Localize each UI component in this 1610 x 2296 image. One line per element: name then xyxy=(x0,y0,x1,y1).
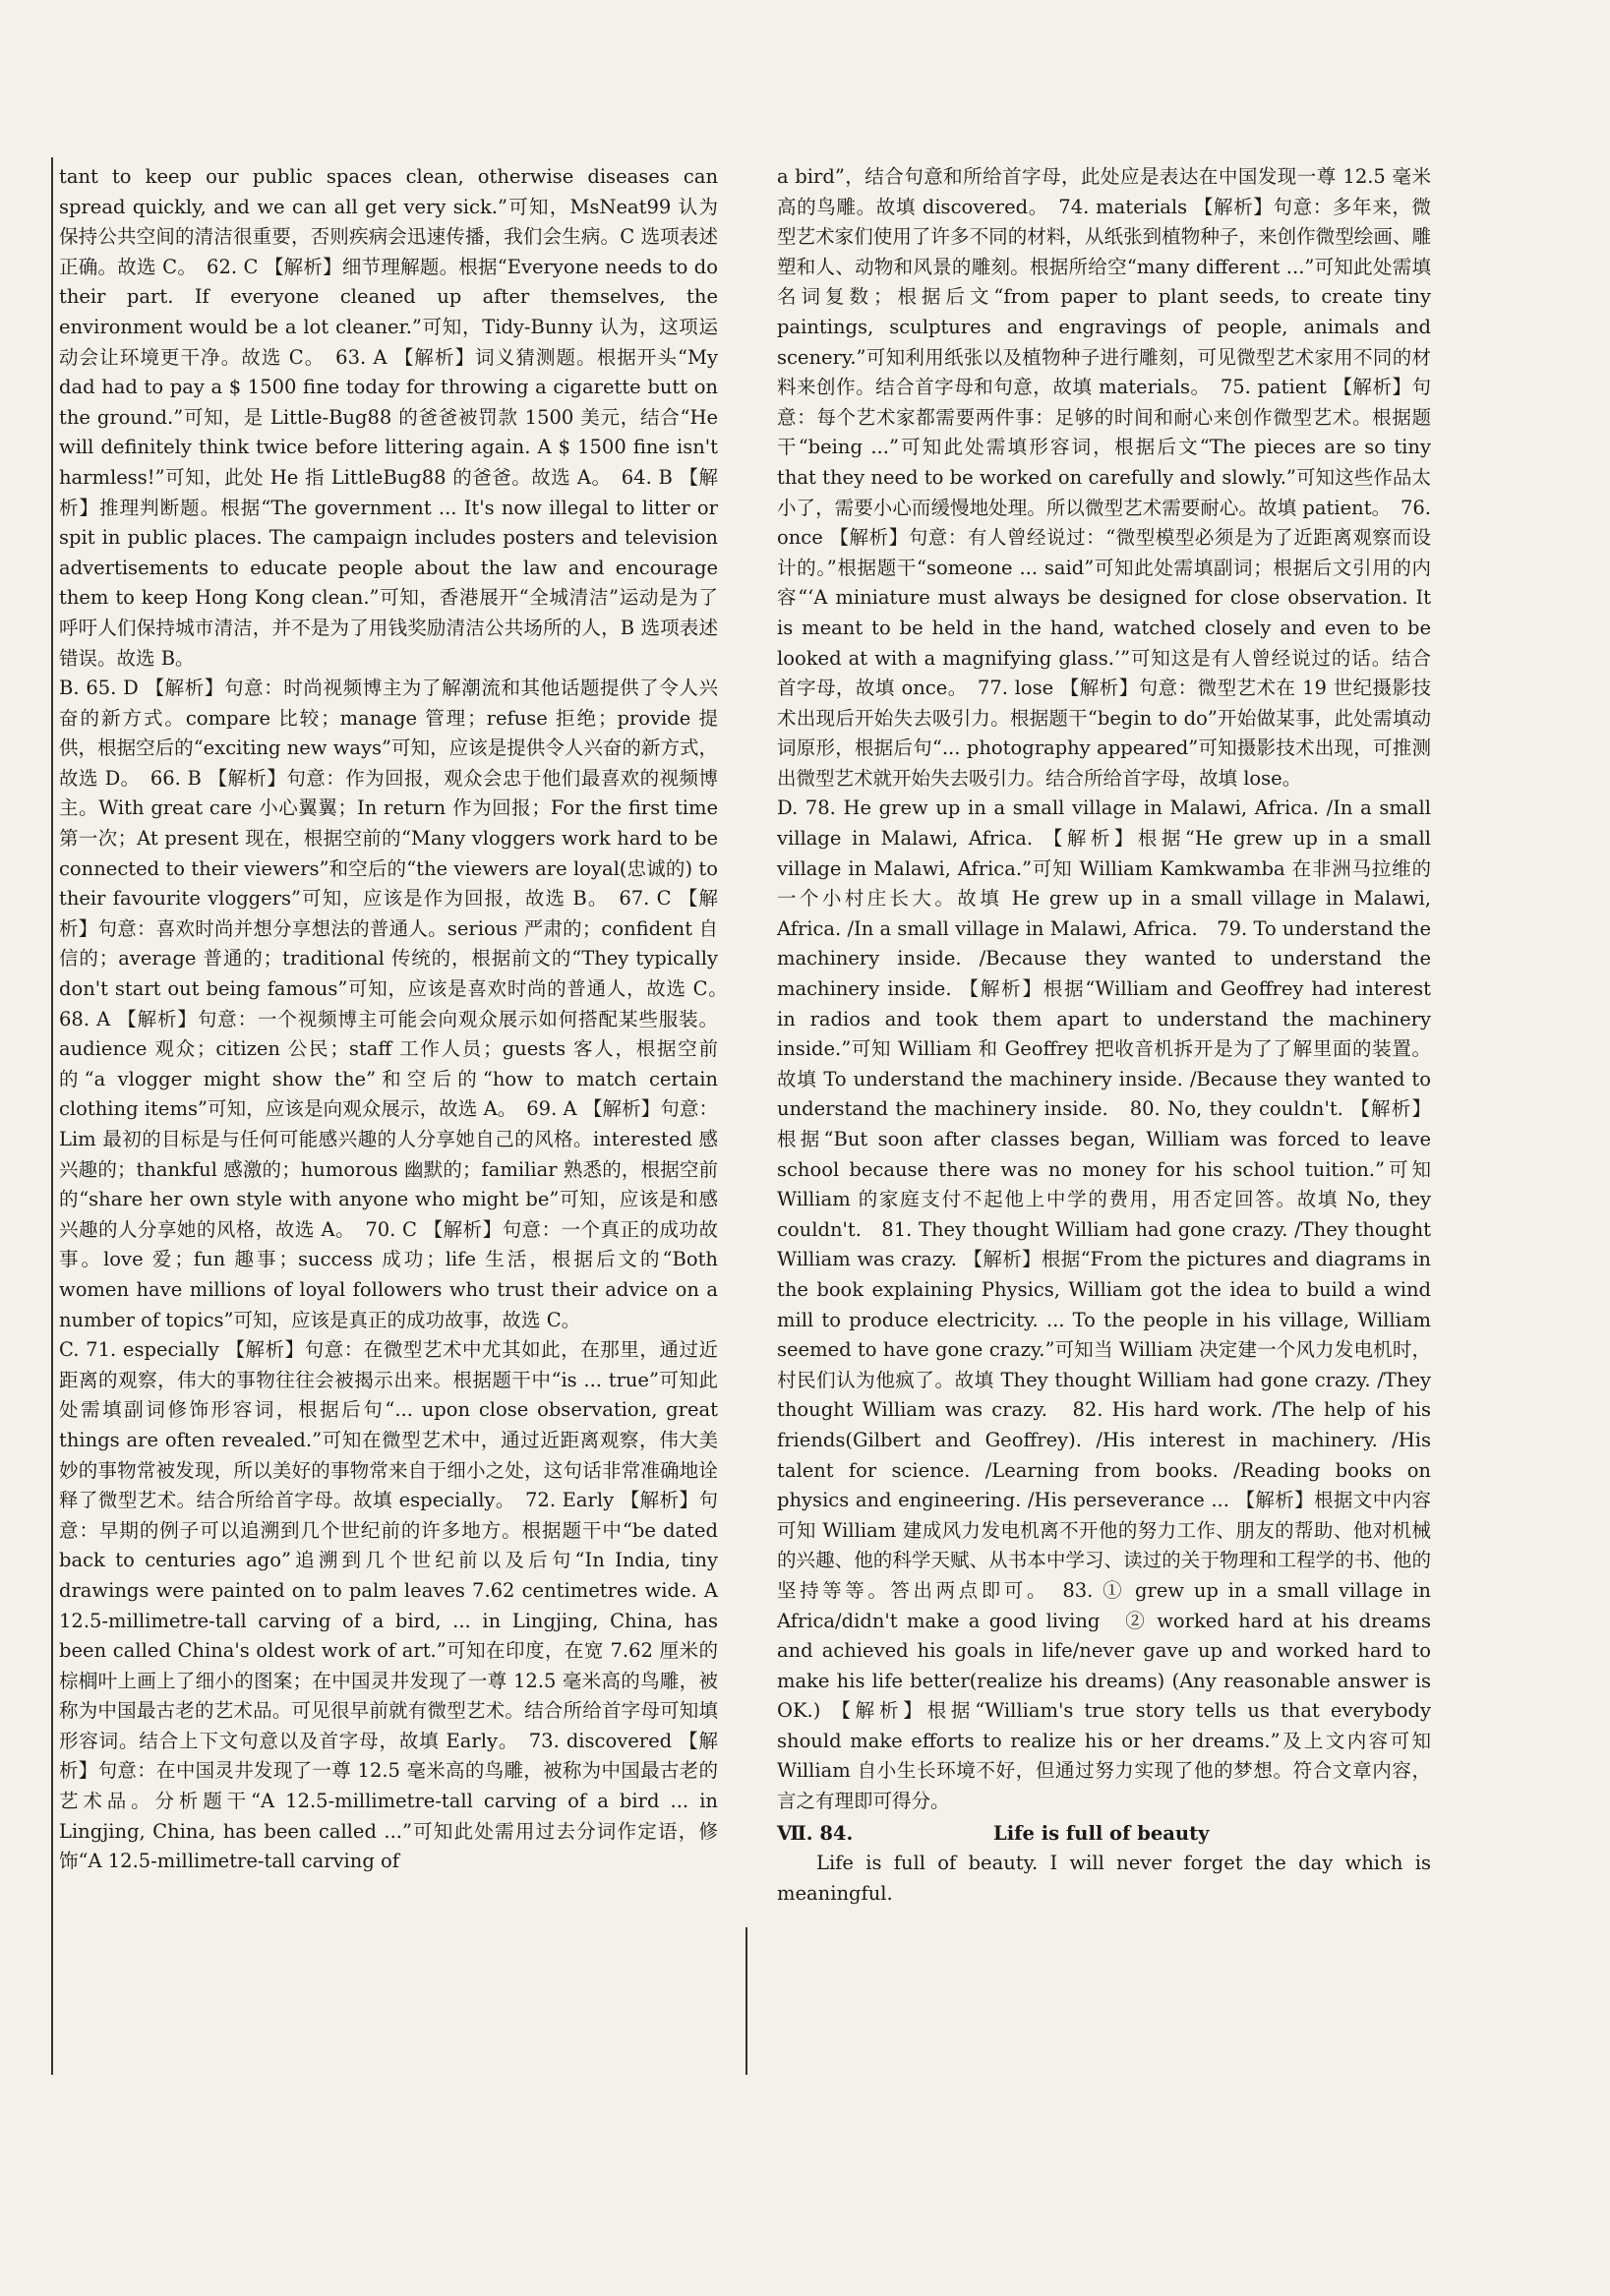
paragraph-c-cont: a bird”，结合句意和所给首字母，此处应是表达在中国发现一尊 12.5 毫米高的鸟雕。故填 discovered。 74. materials 【解析】句意：多年来，微型艺术家们使用了许多不同的材料，从纸张到植物种子，来创作微型绘画、雕塑和人、动物和风景的雕刻。根据所给空“many different ...”可知此处需填名词复数；根据后文“from paper to plant seeds, to create tiny paintings, sculptures and engravings of people, animals and scenery.”可知利用纸张以及植物种子进行雕刻，可见微型艺术家用不同的材料来创作。结合首字母和句意，故填 materials。 75. patient 【解析】句意：每个艺术家都需要两件事：足够的时间和耐心来创作微型艺术。根据题干“being ...”可知此处需填形容词，根据后文“The pieces are so tiny that they need to be worked on carefully and slowly.”可知这些作品太小了，需要小心而缓慢地处理。所以微型艺术需要耐心。故填 patient。 76. once 【解析】句意：有人曾经说过：“微型模型必须是为了近距离观察而设计的。”根据题干“someone ... said”可知此处需填副词；根据后文引用的内容“‘A miniature must always be designed for close observation. It is meant to be held in the hand, watched closely and even to be looked at with a magnifying glass.’”可知这是有人曾经说过的话。结合首字母，故填 once。 77. lose 【解析】句意：微型艺术在 19 世纪摄影技术出现后开始失去吸引力。根据题干“begin to do”开始做某事，此处需填动词原形，根据后句“... photography appeared”可知摄影技术出现，可推测出微型艺术就开始失去吸引力。结合所给首字母，故填 lose。 xyxy=(777,165,1431,790)
section-vi-rule xyxy=(745,1927,747,2075)
left-column xyxy=(59,162,738,1877)
essay-body: Life is full of beauty. I will never forget the day which is meaningful. xyxy=(777,1852,1431,1905)
paragraph-d: D. 78. He grew up in a small village in Malawi, Africa. /In a small village in Malawi, Africa. 【解析】根据“He grew up in a small village in Malawi, Africa.”可知 William Kamkwamba 在非洲马拉维的一个小村庄长大。故填 He grew up in a small village in Malawi, Africa. /In a small village in Malawi, Africa. 79. To understand the machinery inside. /Because they wanted to understand the machinery inside. 【解析】根据“William and Geoffrey had interest in radios and took them apart to understand the machinery inside.”可知 William 和 Geoffrey 把收音机拆开是为了了解里面的装置。故填 To understand the machinery inside. /Because they wanted to understand the machinery inside. 80. No, they couldn't. 【解析】根据“But soon after classes began, William was forced to leave school because there was no money for his school tuition.”可知 William 的家庭支付不起他上中学的费用，用否定回答。故填 No, they couldn't. 81. They thought William had gone crazy. /They thought William was crazy. 【解析】根据“From the pictures and diagrams in the book explaining Physics, William got the idea to build a wind mill to produce electricity. ... To the people in his village, William seemed to have gone crazy.”可知当 William 决定建一个风力发电机时，村民们认为他疯了。故填 They thought William had gone crazy. /They thought William was crazy. 82. His hard work. /The help of his friends(Gilbert and Geoffrey). /His interest in machinery. /His talent for science. /Learning from books. /Reading books on physics and engineering. /His perseverance ... 【解析】根据文中内容可知 William 建成风力发电机离不开他的努力工作、朋友的帮助、他对机械的兴趣、他的科学天赋、从书本中学习、读过的关于物理和工程学的书、他的坚持等等。答出两点即可。 83. ① grew up in a small village in Africa/didn't make a good living ② worked hard at his dreams and achieved his goals in life/never gave up and worked hard to make his life better(realize his dreams) (Any reasonable answer is OK.) 【解析】根据“William's true story tells us that everybody should make efforts to realize his or her dreams.”及上文内容可知 William 自小生长环境不好，但通过努力实现了他的梦想。符合文章内容，言之有理即可得分。 xyxy=(777,796,1431,1813)
essay-number: Ⅶ. 84. xyxy=(777,1821,854,1845)
paragraph-b: B. 65. D 【解析】句意：时尚视频博主为了解潮流和其他话题提供了令人兴奋的新方式。compare 比较；manage 管理；refuse 拒绝；provide 提供，根据空后的“exciting new ways”可知，应该是提供令人兴奋的新方式，故选 D。 66. B 【解析】句意：作为回报，观众会忠于他们最喜欢的视频博主。With great care 小心翼翼；In return 作为回报；For the first time 第一次；At present 现在，根据空前的“Many vloggers work hard to be connected to their viewers”和空后的“the viewers are loyal(忠诚的) to their favourite vloggers”可知，应该是作为回报，故选 B。 67. C 【解析】句意：喜欢时尚并想分享想法的普通人。serious 严肃的；confident 自信的；average 普通的；traditional 传统的，根据前文的“They typically don't start out being famous”可知，应该是喜欢时尚的普通人，故选 C。 68. A 【解析】句意：一个视频博主可能会向观众展示如何搭配某些服装。audience 观众；citizen 公民；staff 工作人员；guests 客人，根据空前的“a vlogger might show the”和空后的“how to match certain clothing items”可知，应该是向观众展示，故选 A。 69. A 【解析】句意：Lim 最初的目标是与任何可能感兴趣的人分享她自己的风格。interested 感兴趣的；thankful 感激的；humorous 幽默的；familiar 熟悉的，根据空前的“share her own style with anyone who might be”可知，应该是和感兴趣的人分享她的风格，故选 A。 70. C 【解析】句意：一个真正的成功故事。love 爱；fun 趣事；success 成功；life 生活，根据后文的“Both women have millions of loyal followers who trust their advice on a number of topics”可知，应该是真正的成功故事，故选 C。 xyxy=(59,677,738,1331)
left-margin-rule xyxy=(51,157,53,2075)
essay-heading xyxy=(777,1819,1431,1850)
paragraph-a-tail: tant to keep our public spaces clean, otherwise diseases can spread quickly, and we can all get very sick.”可知，MsNeat99 认为保持公共空间的清洁很重要，否则疾病会迅速传播，我们会生病。C 选项表述正确。故选 C。 62. C 【解析】细节理解题。根据“Everyone needs to do their part. If everyone cleaned up after themselves, the environment would be a lot cleaner.”可知，Tidy-Bunny 认为，这项运动会让环境更干净。故选 C。 63. A 【解析】词义猜测题。根据开头“My dad had to pay a $ 1500 fine today for throwing a cigarette butt on the ground.”可知，是 Little-Bug88 的爸爸被罚款 1500 美元，结合“He will definitely think twice before littering again. A $ 1500 fine isn't harmless!”可知，此处 He 指 LittleBug88 的爸爸。故选 A。 64. B 【解析】推理判断题。根据“The government ... It's now illegal to litter or spit in public places. The campaign includes posters and television advertisements to educate people about the law and encourage them to keep Hong Kong clean.”可知，香港展开“全城清洁”运动是为了呼吁人们保持城市清洁，并不是为了用钱奖励清洁公共场所的人，B 选项表述错误。故选 B。 xyxy=(59,165,718,670)
right-column xyxy=(777,162,1431,1909)
paragraph-c: C. 71. especially 【解析】句意：在微型艺术中尤其如此，在那里，通过近距离的观察，伟大的事物往往会被揭示出来。根据题干中“is ... true”可知此处需填副词修饰形容词，根据后句“... upon close observation, great things are often revealed.”可知在微型艺术中，通过近距离观察，伟大美妙的事物常被发现，所以美好的事物常来自于细小之处，这句话非常准确地诠释了微型艺术。结合所给首字母。故填 especially。 72. Early 【解析】句意：早期的例子可以追溯到几个世纪前的许多地方。根据题干中“be dated back to centuries ago”追溯到几个世纪前以及后句“In India, tiny drawings were painted on to palm leaves 7.62 centimetres wide. A 12.5-millimetre-tall carving of a bird, ... in Lingjing, China, has been called China's oldest work of art.”可知在印度，在宽 7.62 厘米的棕榈叶上画上了细小的图案；在中国灵井发现了一尊 12.5 毫米高的鸟雕，被称为中国最古老的艺术品。可见很早前就有微型艺术。结合所给首字母可知填形容词。结合上下文句意以及首字母，故填 Early。 73. discovered 【解析】句意：在中国灵井发现了一尊 12.5 毫米高的鸟雕，被称为中国最古老的艺术品。分析题干“A 12.5-millimetre-tall carving of a bird ... in Lingjing, China, has been called ...”可知此处需用过去分词作定语，修饰“A 12.5-millimetre-tall carving of xyxy=(59,1338,718,1873)
essay-title: Life is full of beauty xyxy=(993,1821,1210,1845)
